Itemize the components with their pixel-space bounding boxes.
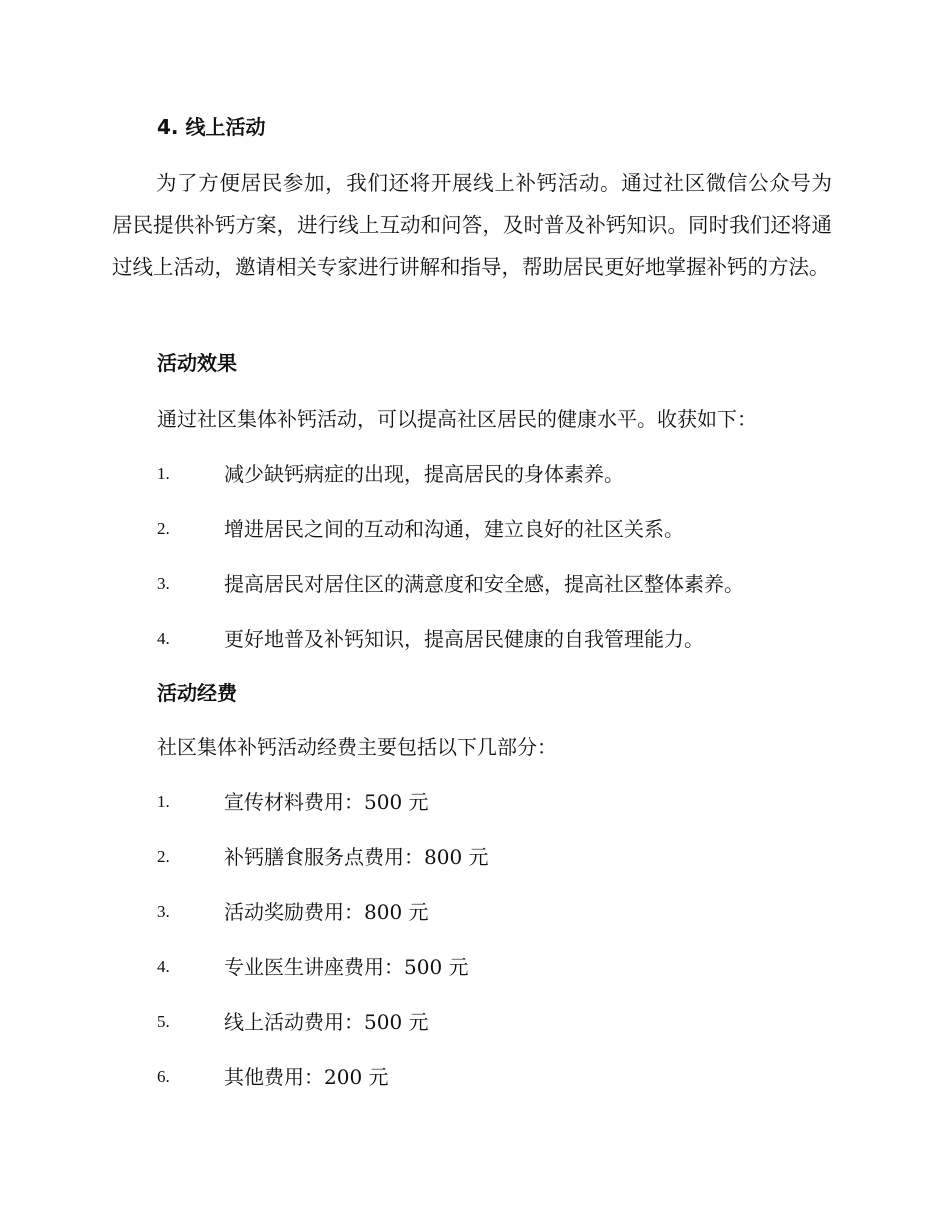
effect-item-text: 更好地普及补钙知识，提高居民健康的自我管理能力。 — [224, 627, 704, 651]
budget-item-text: 其他费用：200 元 — [224, 1065, 389, 1089]
budget-item-text: 线上活动费用：500 元 — [224, 1010, 429, 1034]
effect-item-number: 4. — [157, 629, 170, 648]
budget-item-text: 活动奖励费用：800 元 — [224, 900, 429, 924]
section-heading-effect: 活动效果 — [157, 351, 237, 375]
budget-item-text: 补钙膳食服务点费用：800 元 — [224, 845, 489, 869]
budget-item-number: 3. — [157, 902, 170, 921]
budget-item-number: 6. — [157, 1067, 170, 1086]
effect-item-number: 2. — [157, 519, 170, 538]
budget-item-text: 专业医生讲座费用：500 元 — [224, 955, 469, 979]
budget-item-number: 4. — [157, 957, 170, 976]
effect-item-text: 提高居民对居住区的满意度和安全感，提高社区整体素养。 — [224, 572, 744, 596]
effect-intro: 通过社区集体补钙活动，可以提高社区居民的健康水平。收获如下： — [157, 407, 757, 431]
budget-intro: 社区集体补钙活动经费主要包括以下几部分： — [157, 735, 557, 759]
effect-item-text: 增进居民之间的互动和沟通，建立良好的社区关系。 — [224, 517, 684, 541]
budget-item-number: 1. — [157, 792, 170, 811]
online-paragraph: 为了方便居民参加，我们还将开展线上补钙活动。通过社区微信公众号为居民提供补钙方案，进行线上互动和问答，及时普及补钙知识。同时我们还将通过线上活动，邀请相关专家进行讲解和指导，帮助居民更好地掌握补钙的方法。 — [112, 171, 832, 279]
budget-item-number: 5. — [157, 1012, 170, 1031]
budget-item-text: 宣传材料费用：500 元 — [224, 790, 429, 814]
budget-item-number: 2. — [157, 847, 170, 866]
effect-item-text: 减少缺钙病症的出现，提高居民的身体素养。 — [224, 462, 624, 486]
section-heading-budget: 活动经费 — [157, 681, 237, 705]
effect-item-number: 3. — [157, 574, 170, 593]
section-heading-online: 4. 线上活动 — [157, 115, 266, 139]
effect-item-number: 1. — [157, 464, 170, 483]
